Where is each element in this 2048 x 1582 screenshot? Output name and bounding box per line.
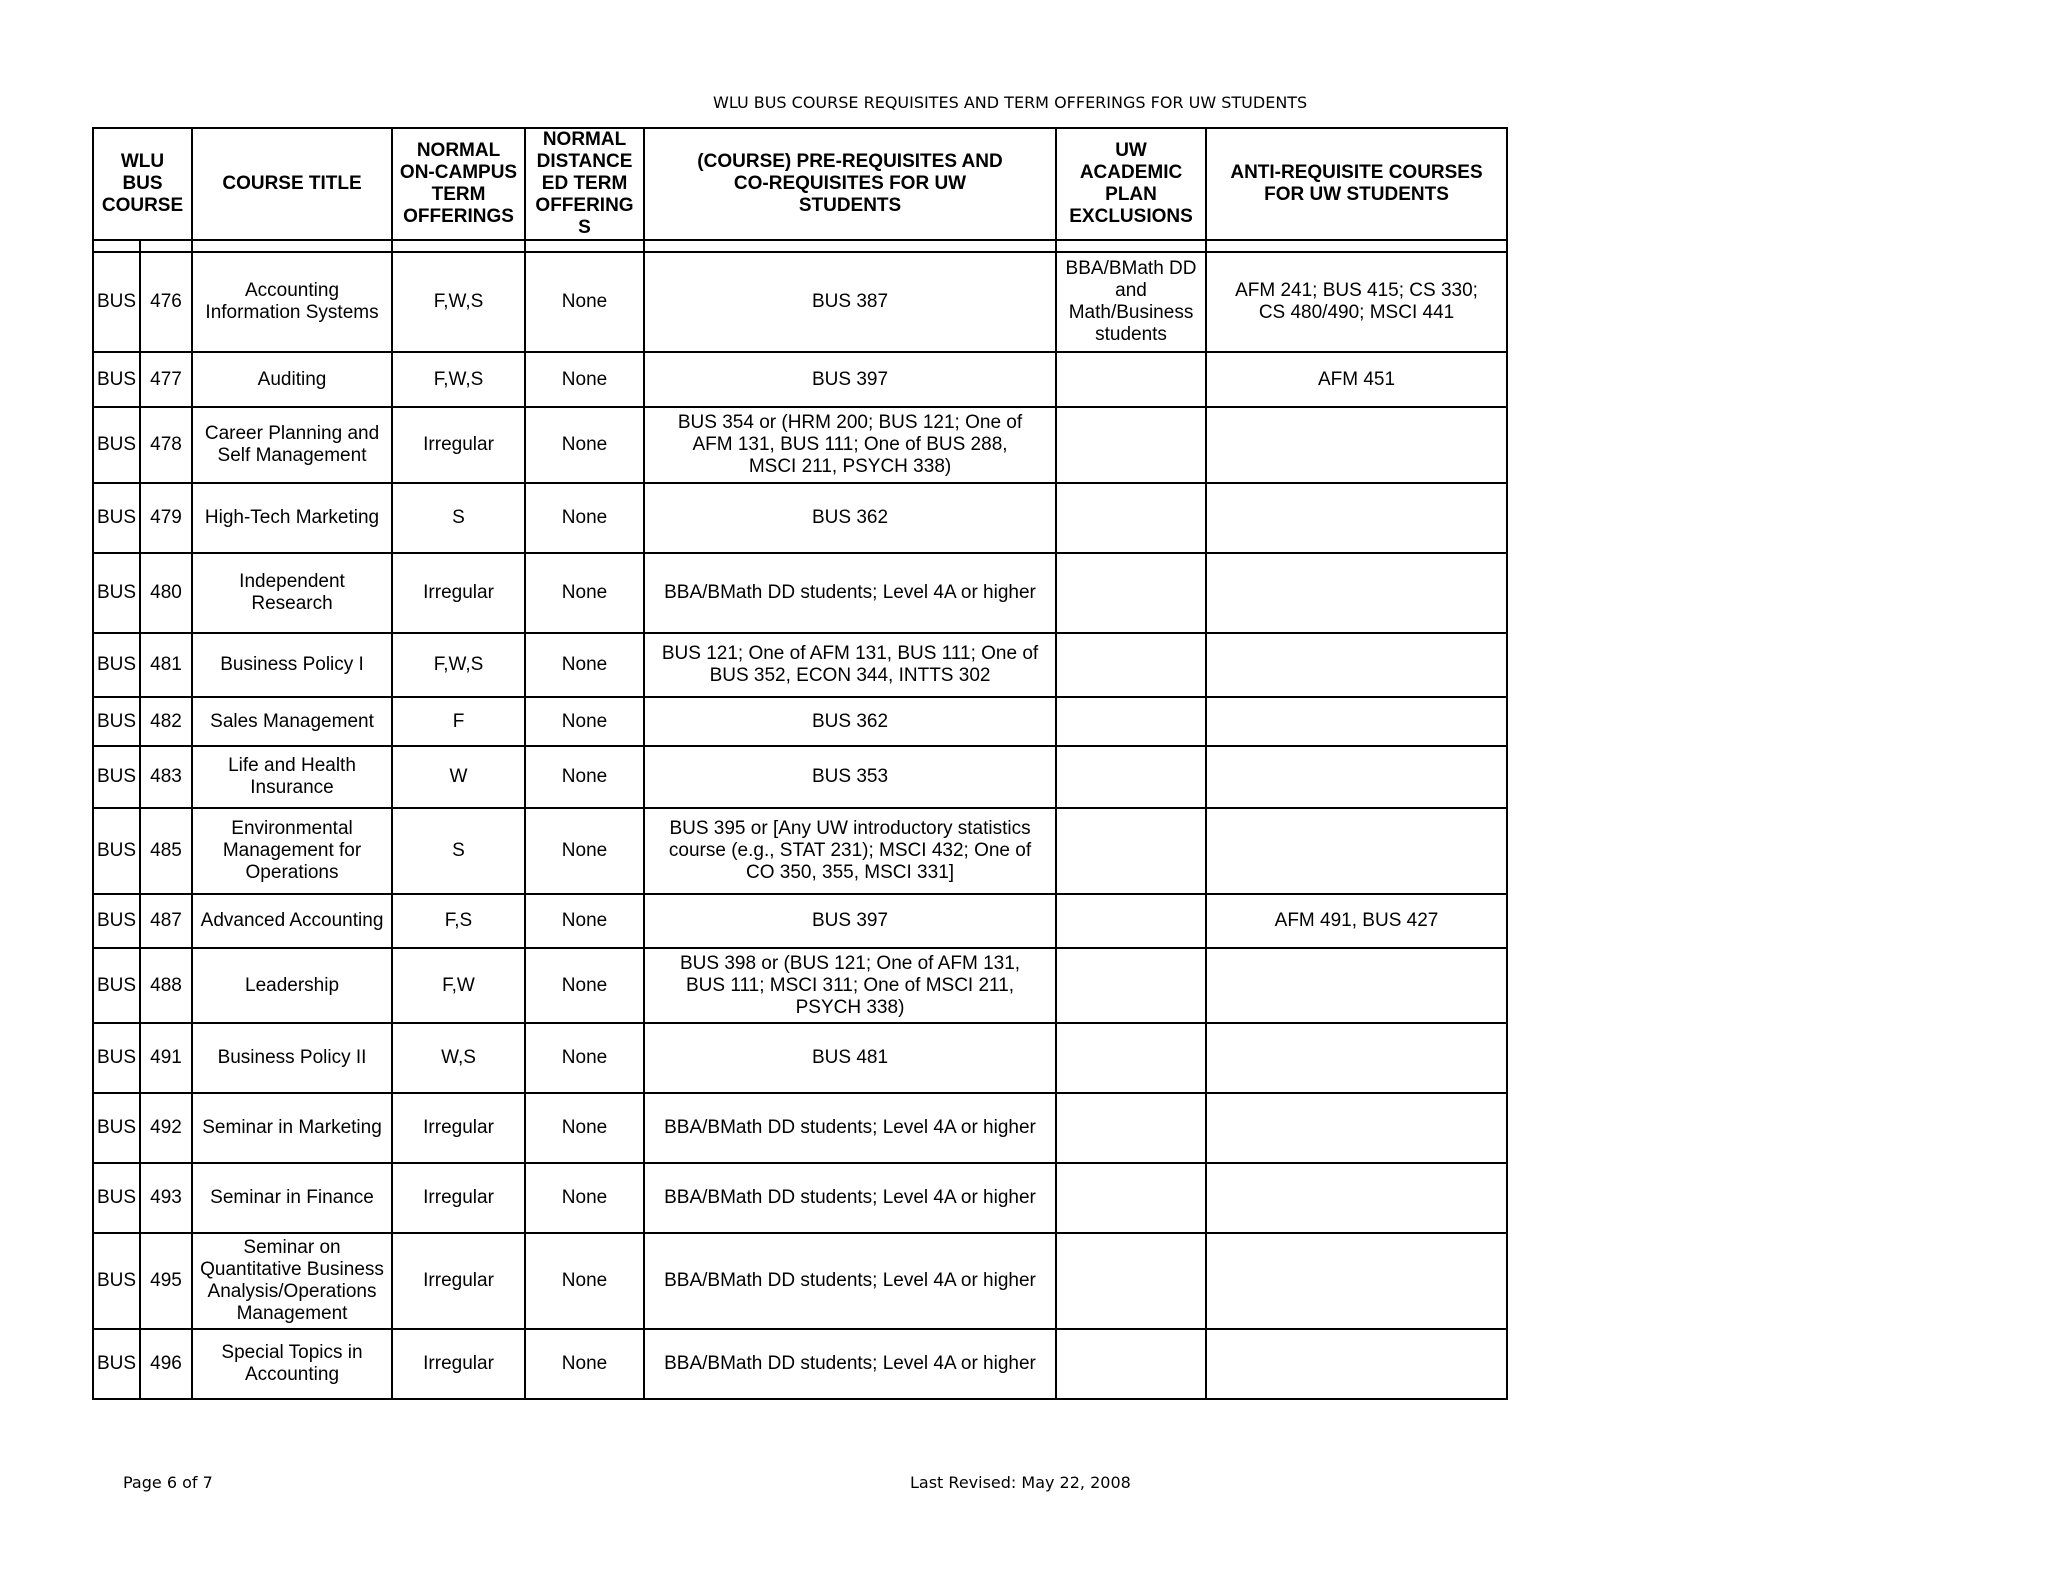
prerequisites-cell: BBA/BMath DD students; Level 4A or higher: [644, 1233, 1056, 1329]
header-prereq: (COURSE) PRE-REQUISITES AND CO-REQUISITES FOR UW STUDENTS: [644, 128, 1056, 240]
distance-offerings-cell: None: [525, 948, 644, 1023]
course-code-cell: BUS: [93, 553, 140, 633]
table-row: [93, 1023, 1507, 1093]
course-number-cell: 481: [140, 633, 192, 697]
course-number-cell: 496: [140, 1329, 192, 1399]
table-row: [93, 553, 1507, 633]
plan-exclusions-cell: [1056, 407, 1206, 483]
course-code-cell: BUS: [93, 352, 140, 407]
course-number-cell: 483: [140, 746, 192, 808]
prerequisites-cell: BUS 395 or [Any UW introductory statistics course (e.g., STAT 231); MSCI 432; One of CO 350, 355, MSCI 331]: [644, 808, 1056, 894]
course-title-cell: Environmental Management for Operations: [192, 808, 392, 894]
plan-exclusions-cell: [1056, 1329, 1206, 1399]
course-code-cell: BUS: [93, 483, 140, 553]
course-number-cell: 487: [140, 894, 192, 948]
course-title-cell: Auditing: [192, 352, 392, 407]
course-title-cell: Life and Health Insurance: [192, 746, 392, 808]
distance-offerings-cell: None: [525, 808, 644, 894]
prerequisites-cell: BBA/BMath DD students; Level 4A or higher: [644, 553, 1056, 633]
antirequisites-cell: [1206, 1233, 1507, 1329]
antirequisites-cell: [1206, 808, 1507, 894]
header-on-campus: NORMAL ON-CAMPUS TERM OFFERINGS: [392, 128, 525, 240]
on-campus-offerings-cell: Irregular: [392, 553, 525, 633]
prerequisites-cell: BUS 481: [644, 1023, 1056, 1093]
course-code-cell: BUS: [93, 746, 140, 808]
plan-exclusions-cell: [1056, 352, 1206, 407]
prerequisites-cell: BUS 362: [644, 483, 1056, 553]
plan-exclusions-cell: [1056, 483, 1206, 553]
prerequisites-cell: BUS 398 or (BUS 121; One of AFM 131, BUS 111; MSCI 311; One of MSCI 211, PSYCH 338): [644, 948, 1056, 1023]
plan-exclusions-cell: [1056, 697, 1206, 746]
course-title-cell: Career Planning and Self Management: [192, 407, 392, 483]
distance-offerings-cell: None: [525, 352, 644, 407]
plan-exclusions-cell: [1056, 1163, 1206, 1233]
on-campus-offerings-cell: F,W,S: [392, 633, 525, 697]
course-number-cell: 488: [140, 948, 192, 1023]
antirequisites-cell: [1206, 1329, 1507, 1399]
course-code-cell: BUS: [93, 1329, 140, 1399]
course-code-cell: BUS: [93, 808, 140, 894]
course-title-cell: Seminar on Quantitative Business Analysis/Operations Management: [192, 1233, 392, 1329]
header-title: COURSE TITLE: [192, 128, 392, 240]
on-campus-offerings-cell: W,S: [392, 1023, 525, 1093]
page-title: WLU BUS COURSE REQUISITES AND TERM OFFERINGS FOR UW STUDENTS: [713, 93, 1308, 112]
course-title-cell: Seminar in Finance: [192, 1163, 392, 1233]
antirequisites-cell: AFM 491, BUS 427: [1206, 894, 1507, 948]
course-number-cell: 476: [140, 252, 192, 352]
distance-offerings-cell: None: [525, 483, 644, 553]
plan-exclusions-cell: [1056, 808, 1206, 894]
course-number-cell: 485: [140, 808, 192, 894]
course-number-cell: 482: [140, 697, 192, 746]
on-campus-offerings-cell: S: [392, 483, 525, 553]
plan-exclusions-cell: BBA/BMath DD and Math/Business students: [1056, 252, 1206, 352]
plan-exclusions-cell: [1056, 1233, 1206, 1329]
table-row: [93, 1329, 1507, 1399]
antirequisites-cell: [1206, 948, 1507, 1023]
on-campus-offerings-cell: Irregular: [392, 1329, 525, 1399]
last-revised: Last Revised: May 22, 2008: [910, 1473, 1131, 1492]
plan-exclusions-cell: [1056, 948, 1206, 1023]
prerequisites-cell: BUS 362: [644, 697, 1056, 746]
plan-exclusions-cell: [1056, 894, 1206, 948]
table-row: [93, 697, 1507, 746]
course-code-cell: BUS: [93, 1023, 140, 1093]
on-campus-offerings-cell: F,W,S: [392, 252, 525, 352]
course-number-cell: 480: [140, 553, 192, 633]
distance-offerings-cell: None: [525, 697, 644, 746]
course-title-cell: Seminar in Marketing: [192, 1093, 392, 1163]
course-code-cell: BUS: [93, 1093, 140, 1163]
course-code-cell: BUS: [93, 894, 140, 948]
prerequisites-cell: BUS 353: [644, 746, 1056, 808]
distance-offerings-cell: None: [525, 894, 644, 948]
table-row: [93, 1233, 1507, 1329]
course-title-cell: Business Policy I: [192, 633, 392, 697]
distance-offerings-cell: None: [525, 407, 644, 483]
header-distance: NORMAL DISTANCE ED TERM OFFERING S: [525, 128, 644, 240]
course-title-cell: Business Policy II: [192, 1023, 392, 1093]
antirequisites-cell: [1206, 1023, 1507, 1093]
antirequisites-cell: [1206, 633, 1507, 697]
distance-offerings-cell: None: [525, 553, 644, 633]
prerequisites-cell: BBA/BMath DD students; Level 4A or higher: [644, 1329, 1056, 1399]
requisites-table: [92, 127, 1508, 1400]
course-number-cell: 495: [140, 1233, 192, 1329]
course-title-cell: High-Tech Marketing: [192, 483, 392, 553]
table-row: [93, 894, 1507, 948]
on-campus-offerings-cell: F,W,S: [392, 352, 525, 407]
course-number-cell: 479: [140, 483, 192, 553]
on-campus-offerings-cell: F: [392, 697, 525, 746]
course-code-cell: BUS: [93, 948, 140, 1023]
distance-offerings-cell: None: [525, 252, 644, 352]
antirequisites-cell: AFM 451: [1206, 352, 1507, 407]
on-campus-offerings-cell: Irregular: [392, 407, 525, 483]
prerequisites-cell: BBA/BMath DD students; Level 4A or higher: [644, 1093, 1056, 1163]
header-spacer-row: [93, 240, 1507, 252]
antirequisites-cell: [1206, 407, 1507, 483]
table-row: [93, 808, 1507, 894]
course-number-cell: 492: [140, 1093, 192, 1163]
table-row: [93, 1163, 1507, 1233]
distance-offerings-cell: None: [525, 1023, 644, 1093]
antirequisites-cell: [1206, 697, 1507, 746]
table-row: [93, 352, 1507, 407]
header-exclusions: UW ACADEMIC PLAN EXCLUSIONS: [1056, 128, 1206, 240]
plan-exclusions-cell: [1056, 553, 1206, 633]
course-code-cell: BUS: [93, 252, 140, 352]
prerequisites-cell: BBA/BMath DD students; Level 4A or higher: [644, 1163, 1056, 1233]
plan-exclusions-cell: [1056, 633, 1206, 697]
antirequisites-cell: [1206, 746, 1507, 808]
header-antireq: ANTI-REQUISITE COURSES FOR UW STUDENTS: [1206, 128, 1507, 240]
course-number-cell: 493: [140, 1163, 192, 1233]
prerequisites-cell: BUS 354 or (HRM 200; BUS 121; One of AFM 131, BUS 111; One of BUS 288, MSCI 211, PSYCH 338): [644, 407, 1056, 483]
distance-offerings-cell: None: [525, 633, 644, 697]
course-title-cell: Accounting Information Systems: [192, 252, 392, 352]
on-campus-offerings-cell: Irregular: [392, 1233, 525, 1329]
header-course: WLU BUS COURSE: [93, 128, 192, 240]
distance-offerings-cell: None: [525, 1329, 644, 1399]
course-title-cell: Sales Management: [192, 697, 392, 746]
table-row: [93, 633, 1507, 697]
course-code-cell: BUS: [93, 1233, 140, 1329]
antirequisites-cell: [1206, 553, 1507, 633]
plan-exclusions-cell: [1056, 1023, 1206, 1093]
table-row: [93, 483, 1507, 553]
table-row: [93, 252, 1507, 352]
antirequisites-cell: AFM 241; BUS 415; CS 330; CS 480/490; MSCI 441: [1206, 252, 1507, 352]
distance-offerings-cell: None: [525, 1093, 644, 1163]
table-row: [93, 407, 1507, 483]
table-row: [93, 1093, 1507, 1163]
course-title-cell: Special Topics in Accounting: [192, 1329, 392, 1399]
course-number-cell: 491: [140, 1023, 192, 1093]
antirequisites-cell: [1206, 1093, 1507, 1163]
antirequisites-cell: [1206, 1163, 1507, 1233]
course-title-cell: Independent Research: [192, 553, 392, 633]
course-title-cell: Advanced Accounting: [192, 894, 392, 948]
antirequisites-cell: [1206, 483, 1507, 553]
prerequisites-cell: BUS 397: [644, 352, 1056, 407]
on-campus-offerings-cell: F,W: [392, 948, 525, 1023]
course-code-cell: BUS: [93, 1163, 140, 1233]
plan-exclusions-cell: [1056, 746, 1206, 808]
distance-offerings-cell: None: [525, 1233, 644, 1329]
table-row: [93, 948, 1507, 1023]
header-row: [93, 128, 1507, 240]
on-campus-offerings-cell: Irregular: [392, 1163, 525, 1233]
course-title-cell: Leadership: [192, 948, 392, 1023]
course-number-cell: 477: [140, 352, 192, 407]
page-number: Page 6 of 7: [123, 1473, 213, 1492]
table-row: [93, 746, 1507, 808]
prerequisites-cell: BUS 387: [644, 252, 1056, 352]
course-code-cell: BUS: [93, 633, 140, 697]
prerequisites-cell: BUS 121; One of AFM 131, BUS 111; One of BUS 352, ECON 344, INTTS 302: [644, 633, 1056, 697]
distance-offerings-cell: None: [525, 746, 644, 808]
on-campus-offerings-cell: Irregular: [392, 1093, 525, 1163]
prerequisites-cell: BUS 397: [644, 894, 1056, 948]
course-number-cell: 478: [140, 407, 192, 483]
plan-exclusions-cell: [1056, 1093, 1206, 1163]
course-code-cell: BUS: [93, 697, 140, 746]
on-campus-offerings-cell: W: [392, 746, 525, 808]
course-code-cell: BUS: [93, 407, 140, 483]
on-campus-offerings-cell: S: [392, 808, 525, 894]
on-campus-offerings-cell: F,S: [392, 894, 525, 948]
distance-offerings-cell: None: [525, 1163, 644, 1233]
